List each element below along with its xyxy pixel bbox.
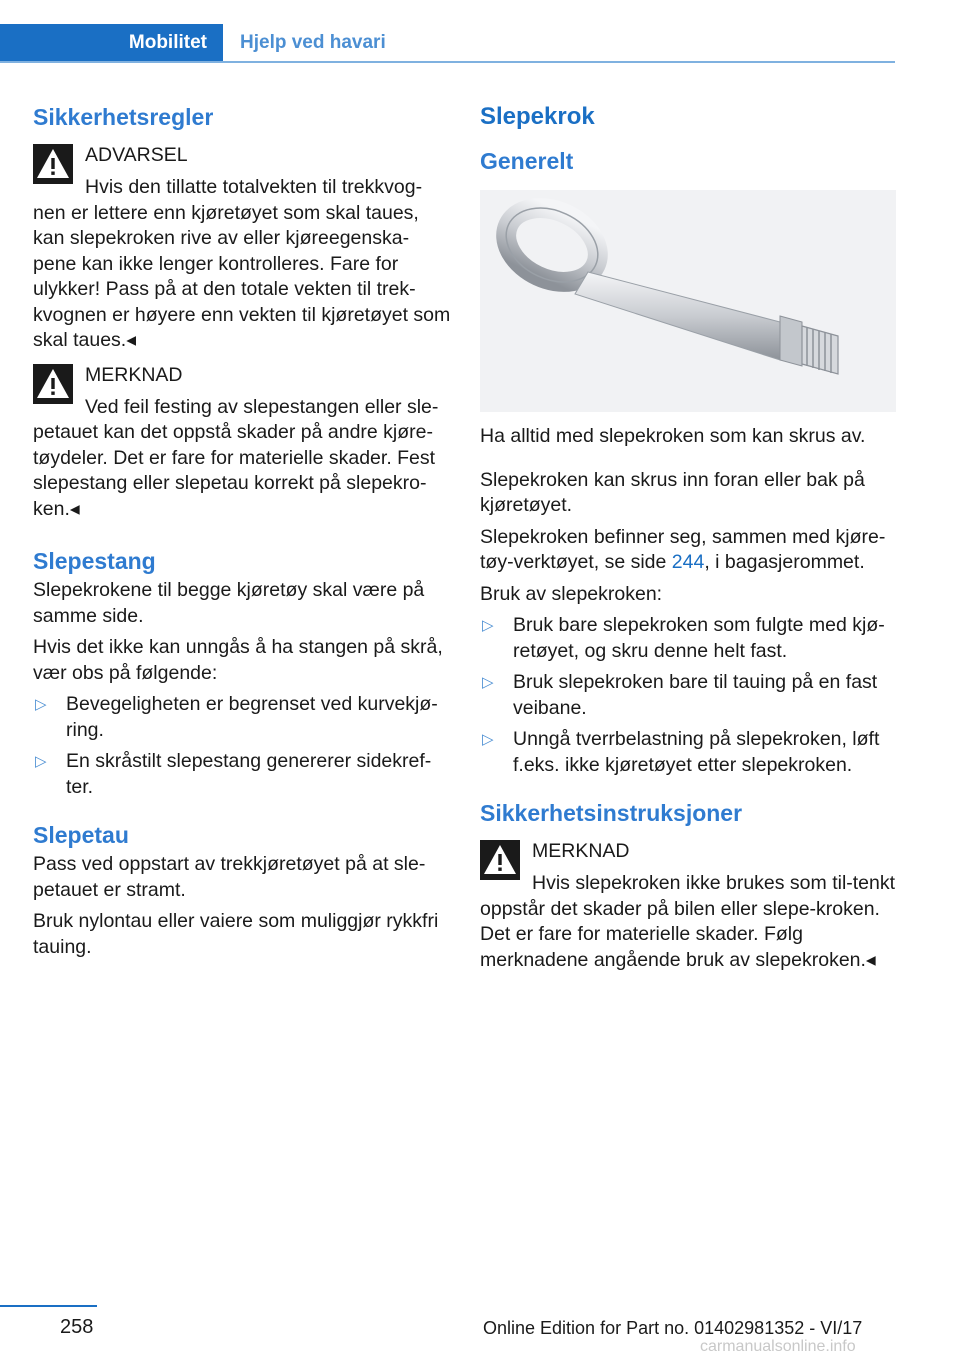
triangle-bullet-icon: ▷ xyxy=(482,731,494,748)
warning-title: MERKNAD xyxy=(532,840,630,862)
paragraph: Bruk nylontau eller vaiere som muliggjør rykkfri tauing. xyxy=(33,910,439,958)
right-column xyxy=(480,100,896,973)
paragraph: Ha alltid med slepekroken som kan skrus av. xyxy=(480,425,866,447)
warning-block-merknad xyxy=(480,838,896,973)
warning-text: Ved feil festing av slepestangen eller sle-petauet kan det oppstå skader på andre kjøre-tøydeler. Det er fare for materielle skader. Fest slepestang eller slepetau korrekt på slepekro-ken.◂ xyxy=(33,395,439,520)
bullet-list xyxy=(33,692,451,800)
heading-slepetau: Slepetau xyxy=(33,822,129,848)
header-divider xyxy=(0,61,895,63)
paragraph: Slepekroken befinner seg, sammen med kjøre-tøy-verktøyet, se side 244, i bagasjerommet. xyxy=(480,525,886,573)
warning-block-advarsel xyxy=(33,142,451,354)
triangle-bullet-icon: ▷ xyxy=(35,753,47,770)
paragraph: Pass ved oppstart av trekkjøretøyet på at sle-petauet er stramt. xyxy=(33,853,426,901)
page-number: 258 xyxy=(60,1316,94,1338)
watermark: carmanualsonline.info xyxy=(700,1338,856,1355)
warning-title: ADVARSEL xyxy=(85,144,188,166)
header xyxy=(0,24,895,62)
left-column xyxy=(33,100,451,960)
list-item: ▷ Bevegeligheten er begrenset ved kurvekjø-ring. xyxy=(35,693,438,741)
paragraph: Bruk av slepekroken: xyxy=(480,582,663,605)
warning-text: Hvis den tillatte totalvekten til trekkvog-nen er lettere enn kjøretøyet som skal taues, kan slepekroken rive av eller kjøreegenska-pene kan ikke lenger kontrolleres. Fare for ulykker! Pass på at den totale vekten til trek-kvognen er høyere enn vekten til kjøretøyet som skal taues.◂ xyxy=(33,176,451,351)
tab-hjelp-ved-havari[interactable]: Hjelp ved havari xyxy=(240,32,386,53)
warning-text: Hvis slepekroken ikke brukes som til-tenkt oppstår det skader på bilen eller slepe-kroken. Det er fare for materielle skader. Følg merknadene angående bruk av slepekroken.◂ xyxy=(480,872,896,971)
triangle-bullet-icon: ▷ xyxy=(482,674,494,691)
edition-text: Online Edition for Part no. 01402981352 - VI/17 xyxy=(483,1318,863,1338)
heading-slepekrok: Slepekrok xyxy=(480,103,595,130)
list-item: ▷ En skråstilt slepestang genererer sidekref-ter. xyxy=(35,750,432,798)
heading-slepestang: Slepestang xyxy=(33,548,156,574)
triangle-bullet-icon: ▷ xyxy=(35,696,47,713)
warning-triangle-icon xyxy=(480,840,520,880)
paragraph: Slepekrokene til begge kjøretøy skal være på samme side. xyxy=(33,579,425,627)
footer-divider xyxy=(0,1305,97,1307)
triangle-bullet-icon: ▷ xyxy=(482,617,494,634)
warning-triangle-icon xyxy=(33,364,73,404)
heading-sikkerhetsregler: Sikkerhetsregler xyxy=(33,104,214,130)
warning-block-merknad xyxy=(33,362,451,523)
paragraph: Hvis det ikke kan unngås å ha stangen på skrå, vær obs på følgende: xyxy=(33,636,443,684)
bullet-list xyxy=(480,613,896,778)
heading-generelt: Generelt xyxy=(480,148,574,174)
page-link[interactable]: 244 xyxy=(671,551,705,573)
warning-title: MERKNAD xyxy=(85,363,183,386)
list-item: ▷ Bruk slepekroken bare til tauing på en fast veibane. xyxy=(482,671,878,719)
warning-triangle-icon xyxy=(33,144,73,184)
heading-sikkerhetsinstruksjoner: Sikkerhetsinstruksjoner xyxy=(480,800,743,826)
list-item: ▷ Unngå tverrbelastning på slepekroken, løft f.eks. ikke kjøretøyet etter slepekroken. xyxy=(482,728,880,776)
tow-hook-image xyxy=(480,190,896,412)
list-item: ▷ Bruk bare slepekroken som fulgte med kjø-retøyet, og skru denne helt fast. xyxy=(482,614,885,662)
paragraph: Slepekroken kan skrus inn foran eller bak på kjøretøyet. xyxy=(480,468,865,516)
tab-mobilitet[interactable]: Mobilitet xyxy=(0,24,223,62)
tow-hook-icon xyxy=(480,190,896,412)
